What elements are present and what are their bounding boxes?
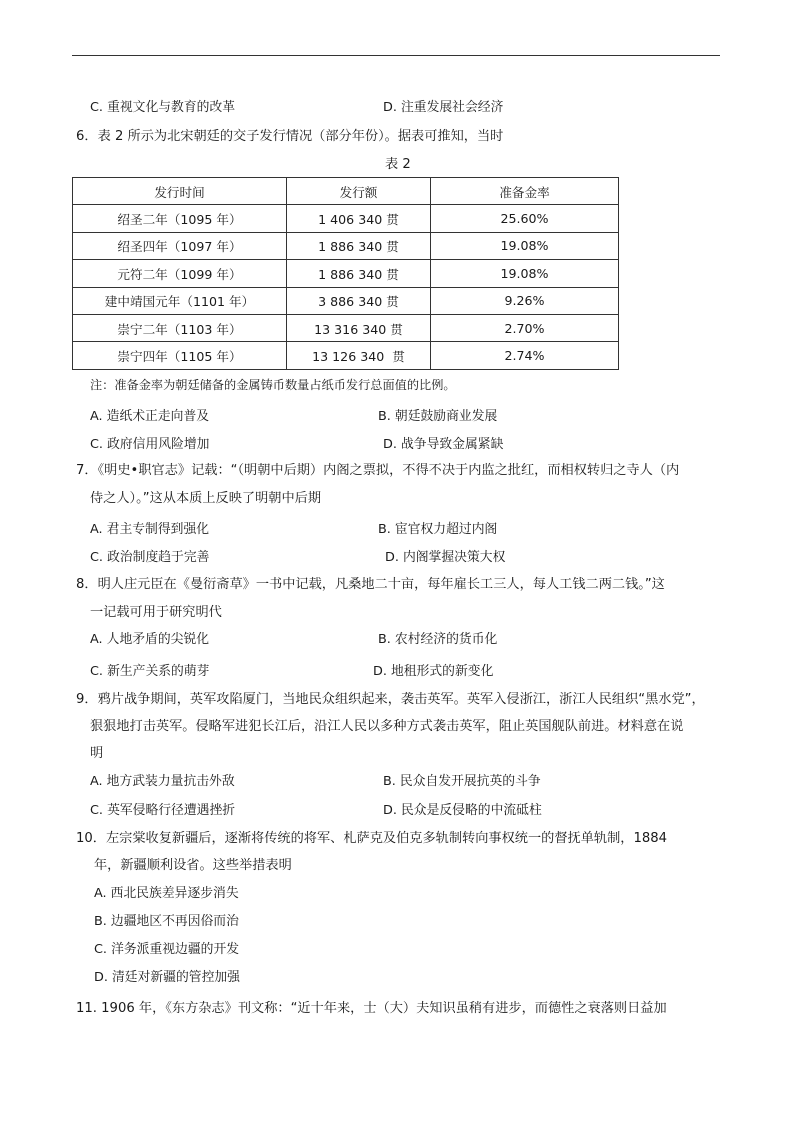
q10-option-a: A. 西北民族差异逐步消失 [94,886,239,901]
cell-amount: 1 406 340 贯 [287,205,431,232]
cell-ratio: 19.08% [431,232,619,259]
cell-time: 元符二年（1099 年） [73,260,287,287]
cell-amount: 3 886 340 贯 [287,287,431,314]
q6-option-b: B. 朝廷鼓励商业发展 [378,409,498,424]
q10-line1: 10．左宗棠收复新疆后，逐渐将传统的将军、札萨克及伯克多轨制转向事权统一的督抚单轨制，1884 [76,831,668,846]
header-rule [72,55,720,56]
cell-ratio: 25.60% [431,205,619,232]
cell-ratio: 2.74% [431,342,619,369]
cell-ratio: 19.08% [431,260,619,287]
table-row [73,287,619,314]
cell-ratio: 9.26% [431,287,619,314]
q6-option-c: C. 政府信用风险增加 [90,437,210,452]
q7-option-d: D. 内阁掌握决策大权 [385,550,506,565]
q8-line1: 8．明人庄元臣在《曼衍斋草》一书中记载，凡桑地二十亩，每年雇长工三人，每人工钱二两二钱。”这 [76,577,665,592]
q8-line2: 一记载可用于研究明代 [90,605,222,620]
issuance-table [72,177,619,370]
q9-option-a: A. 地方武装力量抗击外敌 [90,774,235,789]
cell-time: 崇宁四年（1105 年） [73,342,287,369]
q8-option-a: A. 人地矛盾的尖锐化 [90,632,210,647]
q7-line2: 侍之人）。”这从本质上反映了明朝中后期 [90,491,322,506]
cell-time: 绍圣四年（1097 年） [73,232,287,259]
q7-option-c: C. 政治制度趋于完善 [90,550,210,565]
table-row [73,205,619,232]
header-issue-time: 发行时间 [73,178,287,205]
table-header-row [73,178,619,205]
cell-amount: 1 886 340 贯 [287,260,431,287]
q9-line3: 明 [90,746,104,761]
q10-line2: 年，新疆顺利设省。这些举措表明 [94,858,292,873]
cell-time: 绍圣二年（1095 年） [73,205,287,232]
q10-option-c: C. 洋务派重视边疆的开发 [94,942,240,957]
cell-ratio: 2.70% [431,314,619,341]
q7-option-a: A. 君主专制得到强化 [90,522,210,537]
table-row [73,342,619,369]
q8-option-c: C. 新生产关系的萌芽 [90,664,210,679]
q6-stem: 6．表 2 所示为北宋朝廷的交子发行情况（部分年份）。据表可推知，当时 [76,129,504,144]
q11-line1: 11. 1906 年，《东方杂志》刊文称：“近十年来，士（大）夫知识虽稍有进步，而德性之衰落则日益加 [76,1001,667,1016]
q9-option-d: D. 民众是反侵略的中流砥柱 [383,803,542,818]
cell-time: 建中靖国元年（1101 年） [73,287,287,314]
q6-option-d: D. 战争导致金属紧缺 [383,437,504,452]
table-title: 表 2 [385,157,411,172]
q7-line1: 7．《明史•职官志》记载：“（明朝中后期）内阁之票拟，不得不决于内监之批红，而相权转归之寺人（内 [76,463,680,478]
header-issue-amount: 发行额 [287,178,431,205]
q8-option-b: B. 农村经济的货币化 [378,632,498,647]
q5-option-d: D. 注重发展社会经济 [383,100,504,115]
q5-option-c: C. 重视文化与教育的改革 [90,100,236,115]
table-note: 注：准备金率为朝廷储备的金属铸币数量占纸币发行总面值的比例。 [90,378,456,392]
table-row [73,314,619,341]
table-row [73,232,619,259]
cell-amount: 13 316 340 贯 [287,314,431,341]
cell-amount: 13 126 340 贯 [287,342,431,369]
q9-line1: 9．鸦片战争期间，英军攻陷厦门，当地民众组织起来，袭击英军。英军入侵浙江，浙江人民组织“黑水党”， [76,692,705,707]
q10-option-b: B. 边疆地区不再因俗而治 [94,914,239,929]
q8-option-d: D. 地租形式的新变化 [373,664,494,679]
q9-line2: 狠狠地打击英军。侵略军进犯长江后，沿江人民以多种方式袭击英军，阻止英国舰队前进。材料意在说 [90,719,684,734]
cell-time: 崇宁二年（1103 年） [73,314,287,341]
q10-option-d: D. 清廷对新疆的管控加强 [94,970,240,985]
q9-option-c: C. 英军侵略行径遭遇挫折 [90,803,236,818]
cell-amount: 1 886 340 贯 [287,232,431,259]
q6-option-a: A. 造纸术正走向普及 [90,409,210,424]
q7-option-b: B. 宦官权力超过内阁 [378,522,498,537]
header-reserve-ratio: 准备金率 [431,178,619,205]
table-row [73,260,619,287]
q9-option-b: B. 民众自发开展抗英的斗争 [383,774,541,789]
